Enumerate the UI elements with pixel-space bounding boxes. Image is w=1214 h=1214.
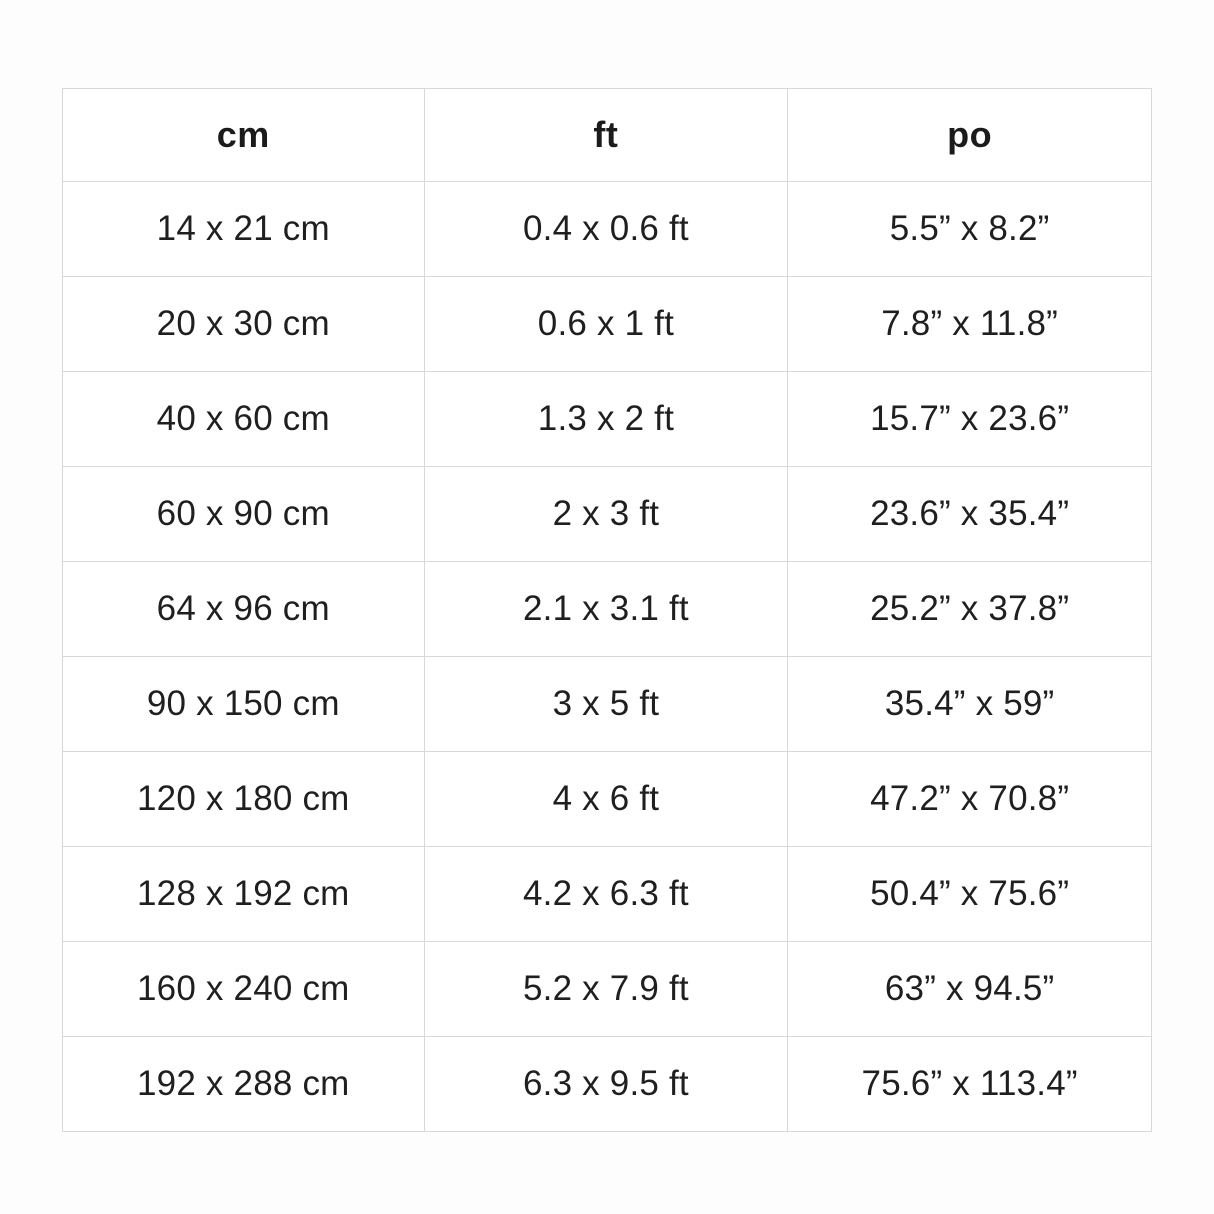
table-body — [63, 182, 1152, 1132]
cell-ft: 4.2 x 6.3 ft — [424, 847, 788, 942]
cell-po: 47.2” x 70.8” — [788, 752, 1152, 847]
table-row — [63, 657, 1152, 752]
cell-po: 75.6” x 113.4” — [788, 1037, 1152, 1132]
cell-ft: 5.2 x 7.9 ft — [424, 942, 788, 1037]
column-header-cm: cm — [63, 89, 425, 182]
table-row — [63, 752, 1152, 847]
cell-ft: 4 x 6 ft — [424, 752, 788, 847]
cell-cm: 192 x 288 cm — [63, 1037, 425, 1132]
table-row — [63, 277, 1152, 372]
cell-po: 25.2” x 37.8” — [788, 562, 1152, 657]
table-header-row — [63, 89, 1152, 182]
cell-cm: 60 x 90 cm — [63, 467, 425, 562]
cell-po: 35.4” x 59” — [788, 657, 1152, 752]
cell-cm: 128 x 192 cm — [63, 847, 425, 942]
cell-ft: 2.1 x 3.1 ft — [424, 562, 788, 657]
cell-ft: 1.3 x 2 ft — [424, 372, 788, 467]
cell-cm: 64 x 96 cm — [63, 562, 425, 657]
table-row — [63, 1037, 1152, 1132]
cell-ft: 0.6 x 1 ft — [424, 277, 788, 372]
cell-cm: 40 x 60 cm — [63, 372, 425, 467]
size-conversion-table-wrapper — [62, 88, 1152, 1132]
table-row — [63, 847, 1152, 942]
cell-ft: 0.4 x 0.6 ft — [424, 182, 788, 277]
cell-ft: 3 x 5 ft — [424, 657, 788, 752]
table-row — [63, 942, 1152, 1037]
cell-po: 7.8” x 11.8” — [788, 277, 1152, 372]
cell-po: 23.6” x 35.4” — [788, 467, 1152, 562]
cell-ft: 6.3 x 9.5 ft — [424, 1037, 788, 1132]
size-conversion-table — [62, 88, 1152, 1132]
cell-cm: 14 x 21 cm — [63, 182, 425, 277]
table-header — [63, 89, 1152, 182]
cell-cm: 160 x 240 cm — [63, 942, 425, 1037]
cell-ft: 2 x 3 ft — [424, 467, 788, 562]
cell-cm: 120 x 180 cm — [63, 752, 425, 847]
table-row — [63, 467, 1152, 562]
column-header-po: po — [788, 89, 1152, 182]
table-row — [63, 372, 1152, 467]
cell-po: 63” x 94.5” — [788, 942, 1152, 1037]
cell-cm: 90 x 150 cm — [63, 657, 425, 752]
table-row — [63, 562, 1152, 657]
column-header-ft: ft — [424, 89, 788, 182]
table-row — [63, 182, 1152, 277]
cell-cm: 20 x 30 cm — [63, 277, 425, 372]
cell-po: 5.5” x 8.2” — [788, 182, 1152, 277]
cell-po: 15.7” x 23.6” — [788, 372, 1152, 467]
cell-po: 50.4” x 75.6” — [788, 847, 1152, 942]
